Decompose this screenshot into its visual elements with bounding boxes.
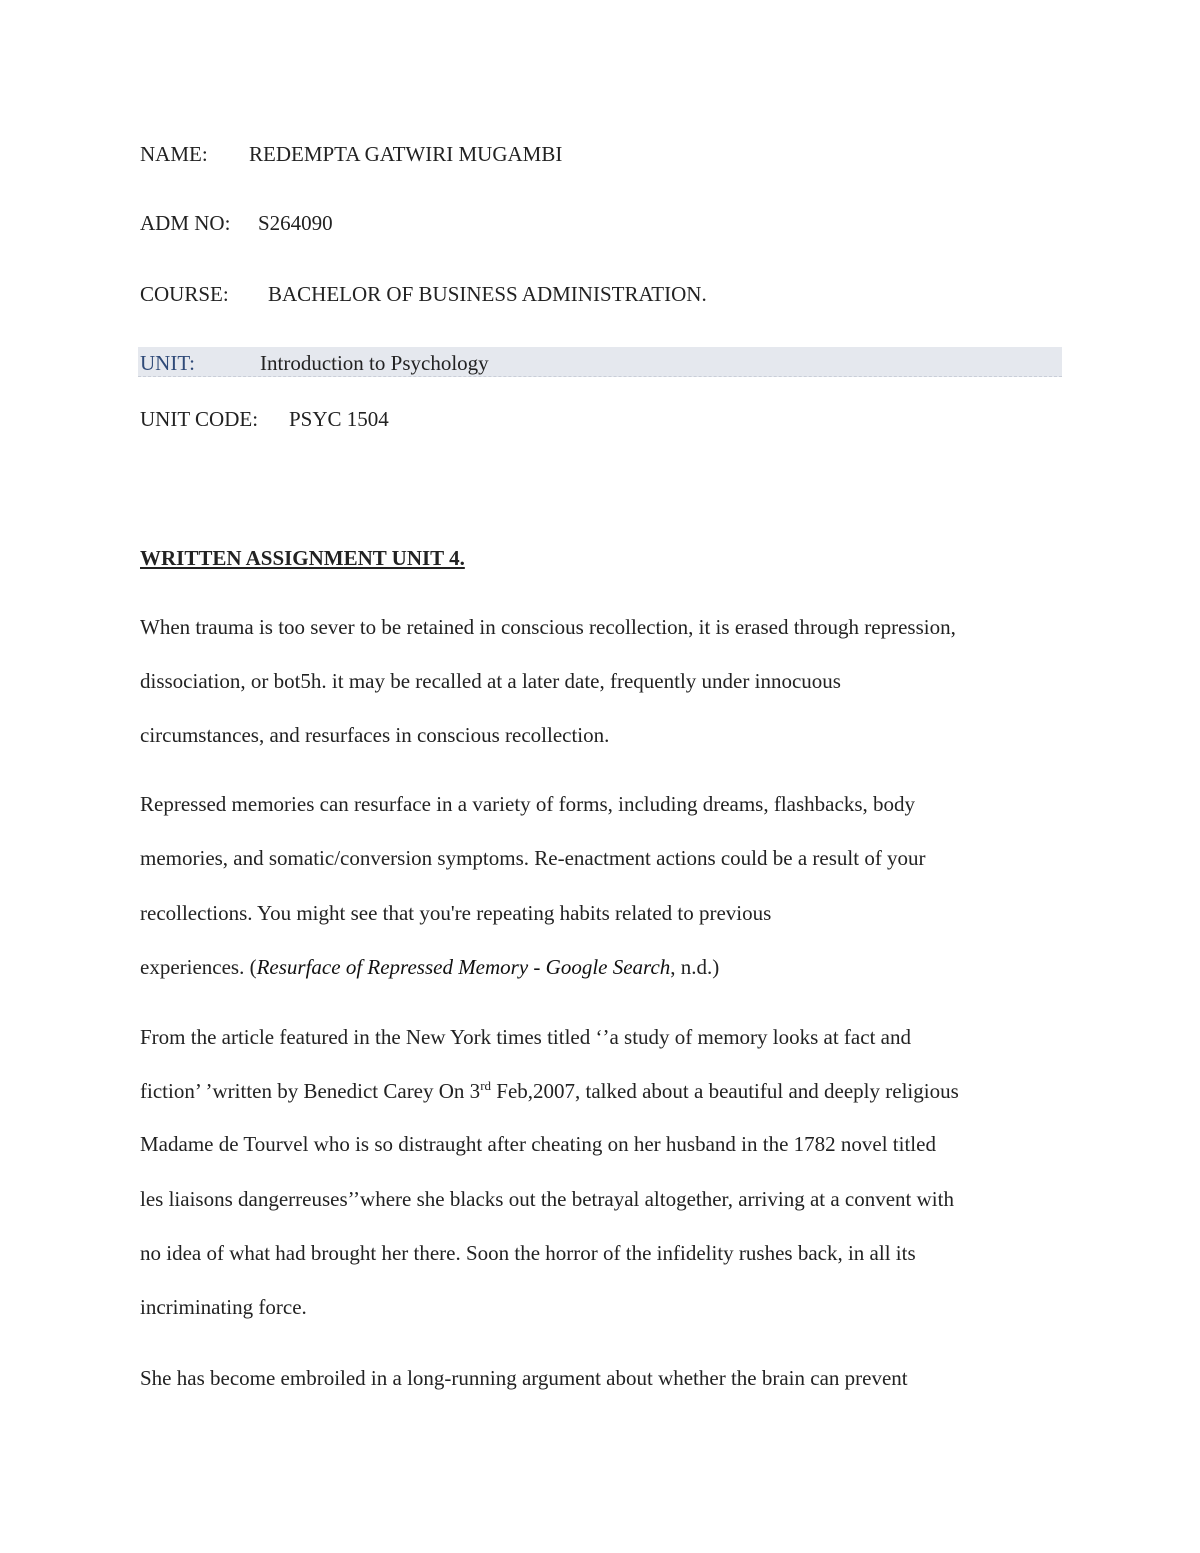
paragraph4-line: She has become embroiled in a long-running argument about whether the brain can prevent xyxy=(140,1366,908,1390)
name-label: NAME: xyxy=(140,142,208,166)
unit-value: Introduction to Psychology xyxy=(260,351,489,375)
unit-code-row xyxy=(140,405,389,433)
paragraph3-line: les liaisons dangerreuses’’where she blacks out the betrayal altogether, arriving at a convent with xyxy=(140,1187,954,1211)
citation-prefix: experiences. ( xyxy=(140,955,257,979)
citation-title: Resurface of Repressed Memory - Google Search xyxy=(256,955,671,979)
paragraph2-line: memories, and somatic/conversion symptoms. Re-enactment actions could be a result of your xyxy=(140,846,926,870)
unit-label: UNIT: xyxy=(140,351,195,375)
course-label: COURSE: xyxy=(140,282,229,306)
paragraph3-line: no idea of what had brought her there. Soon the horror of the infidelity rushes back, in all its xyxy=(140,1241,916,1265)
unit-code-value: PSYC 1504 xyxy=(289,407,389,431)
paragraph3-line: From the article featured in the New York times titled ‘’a study of memory looks at fact and xyxy=(140,1025,911,1049)
unit-row xyxy=(140,349,489,377)
paragraph3-line: incriminating force. xyxy=(140,1295,307,1319)
adm-row xyxy=(140,209,333,237)
adm-label: ADM NO: xyxy=(140,211,231,235)
name-row xyxy=(140,140,562,168)
unit-code-label: UNIT CODE: xyxy=(140,407,259,431)
name-value: REDEMPTA GATWIRI MUGAMBI xyxy=(249,142,563,166)
course-value: BACHELOR OF BUSINESS ADMINISTRATION. xyxy=(268,282,707,306)
paragraph3-line2-start: fiction’ ’written by Benedict Carey On 3 xyxy=(140,1079,481,1103)
assignment-heading: WRITTEN ASSIGNMENT UNIT 4. xyxy=(140,546,465,570)
paragraph2-line: recollections. You might see that you're repeating habits related to previous xyxy=(140,901,772,925)
paragraph1-line: circumstances, and resurfaces in conscious recollection. xyxy=(140,723,610,747)
ordinal-superscript: rd xyxy=(480,1078,492,1093)
course-row xyxy=(140,280,707,308)
paragraph2-line: Repressed memories can resurface in a variety of forms, including dreams, flashbacks, body xyxy=(140,792,915,816)
paragraph3-line2-end: Feb,2007, talked about a beautiful and deeply religious xyxy=(491,1079,959,1103)
adm-value: S264090 xyxy=(258,211,333,235)
paragraph2-citation-line xyxy=(140,953,719,981)
citation-suffix: , n.d.) xyxy=(670,955,720,979)
paragraph1-line: dissociation, or bot5h. it may be recalled at a later date, frequently under innocuous xyxy=(140,669,841,693)
paragraph3-line: Madame de Tourvel who is so distraught after cheating on her husband in the 1782 novel titled xyxy=(140,1132,936,1156)
paragraph3-line xyxy=(140,1077,959,1105)
paragraph1-line: When trauma is too sever to be retained in conscious recollection, it is erased through repression, xyxy=(140,615,956,639)
